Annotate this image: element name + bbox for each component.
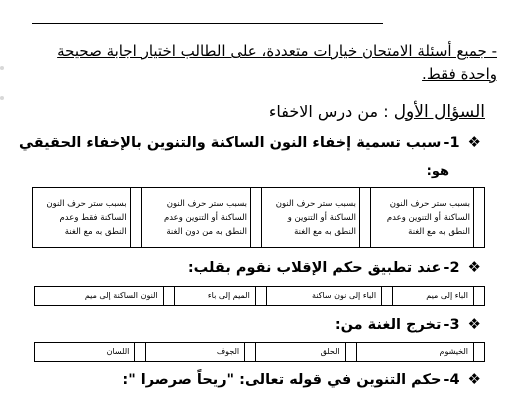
option-text: بسبب ستر حرف النون الساكنة فقط وعدم النطق به مع الغنة <box>33 188 131 248</box>
option-text: الحلق <box>256 343 346 362</box>
option-text: بسبب ستر حرف النون الساكنة أو التنوين و النطق به مع الغنة <box>262 188 360 248</box>
answer-box[interactable] <box>345 343 356 362</box>
question-4 <box>122 370 481 388</box>
option-text: الخيشوم <box>356 343 473 362</box>
question-text: حكم التنوين في قوله تعالى: "ريحاً صرصرا ": <box>122 372 442 388</box>
option-text: اللسان <box>35 343 135 362</box>
section-rest: : من درس الاخفاء <box>268 102 389 121</box>
intro-note: - جميع أسئلة الامتحان خيارات متعددة، على الطالب اختيار اجابة صحيحة واحدة فقط. <box>57 42 497 83</box>
side-dots <box>0 40 12 130</box>
option-text: الجوف <box>146 343 245 362</box>
diamond-bullet-icon: ❖ <box>467 258 481 276</box>
answer-box[interactable] <box>130 188 141 248</box>
question-text: عند تطبيق حكم الإقلاب نقوم بقلب: <box>187 260 442 276</box>
q2-options-table <box>34 286 485 306</box>
answer-box[interactable] <box>245 343 256 362</box>
answer-box[interactable] <box>163 287 174 306</box>
answer-box[interactable] <box>474 343 485 362</box>
question-text: تخرج الغنة من: <box>334 317 442 333</box>
answer-box[interactable] <box>359 188 370 248</box>
question-1 <box>19 133 481 151</box>
answer-box[interactable] <box>474 287 485 306</box>
question-number: 3- <box>443 317 460 333</box>
top-rule <box>32 23 383 24</box>
question-1-continuation: هو: <box>426 164 449 179</box>
option-text: الباء إلى نون ساكنة <box>266 287 381 306</box>
option-text: النون الساكنة إلى ميم <box>35 287 164 306</box>
option-text: بسبب ستر حرف النون الساكنة أو التنوين وعدم النطق به مع الغنة <box>370 188 473 248</box>
question-number: 2- <box>443 260 460 276</box>
q1-options-table <box>32 187 485 248</box>
option-text: الباء إلى ميم <box>393 287 474 306</box>
answer-box[interactable] <box>135 343 146 362</box>
diamond-bullet-icon: ❖ <box>467 315 481 333</box>
answer-box[interactable] <box>474 188 485 248</box>
diamond-bullet-icon: ❖ <box>467 133 481 151</box>
answer-box[interactable] <box>255 287 266 306</box>
option-text: الميم إلى باء <box>174 287 255 306</box>
question-3 <box>335 315 481 333</box>
question-text: سبب تسمية إخفاء النون الساكنة والتنوين بالإخفاء الحقيقي <box>19 135 442 151</box>
option-text: بسبب ستر حرف النون الساكنة أو التنوين وعدم النطق به من دون الغنة <box>141 188 250 248</box>
section-heading <box>269 102 485 122</box>
q3-options-table <box>34 342 485 362</box>
question-number: 4- <box>443 372 460 388</box>
answer-box[interactable] <box>251 188 262 248</box>
answer-box[interactable] <box>382 287 393 306</box>
question-number: 1- <box>443 135 460 151</box>
section-label: السؤال الأول <box>393 102 485 122</box>
question-2 <box>188 258 481 276</box>
diamond-bullet-icon: ❖ <box>467 370 481 388</box>
